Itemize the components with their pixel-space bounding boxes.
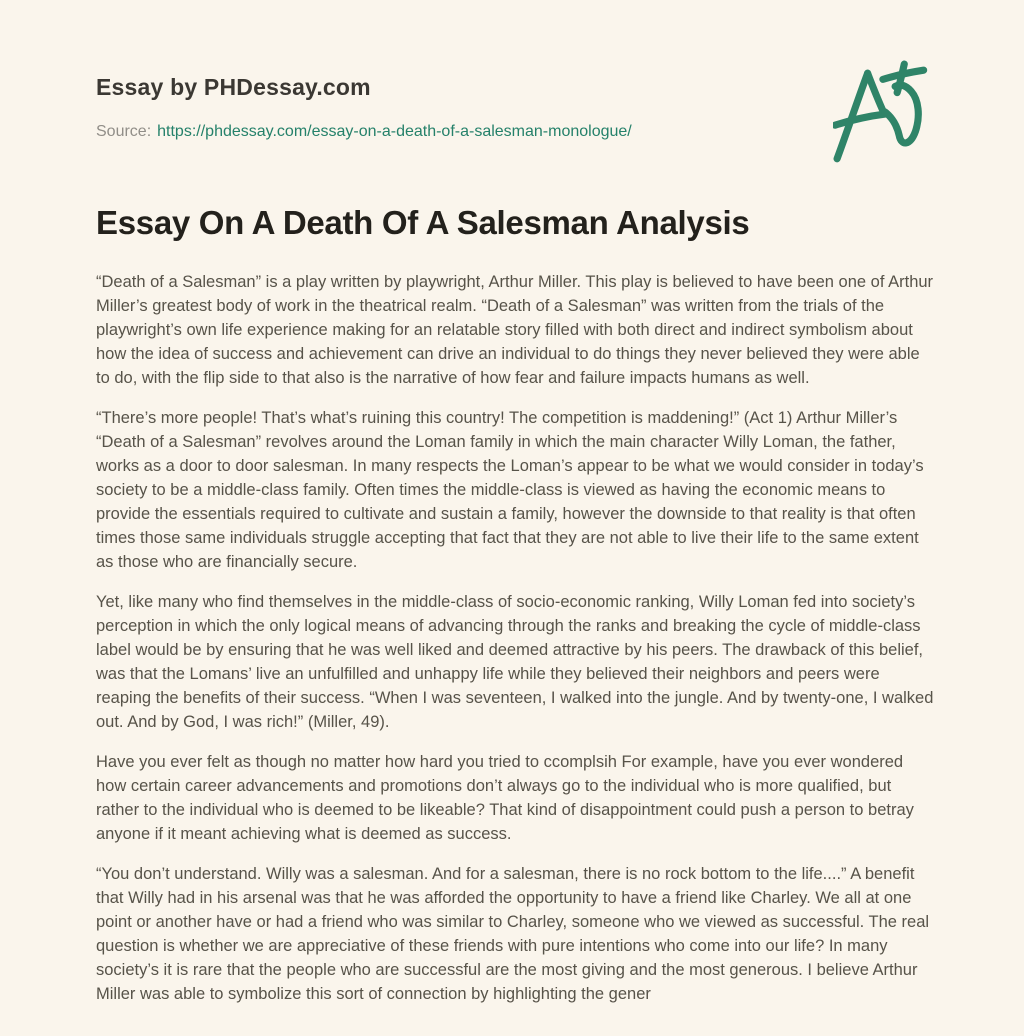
source-line [96,123,936,141]
source-link[interactable]: https://phdessay.com/essay-on-a-death-of-a-salesman-monologue/ [157,123,632,140]
source-label: Source: [96,123,152,140]
essay-title: Essay On A Death Of A Salesman Analysis [96,204,750,241]
essay-paragraph-1: “Death of a Salesman” is a play written by playwright, Arthur Miller. This play is believed to have been one of Arthur Miller’s greatest body of work in the theatrical realm. “Death of a Salesman” was written from the trials of the playwright’s own life experience making for an relatable story filled with both direct and indirect symbolism about how the idea of success and achievement can drive an individual to do things they never believed they were able to do, with the flip side to that also is the narrative of how fear and failure impacts humans as well. [96,273,934,387]
essay-paragraph-2: “There’s more people! That’s what’s ruining this country! The competition is maddening!” (Act 1) Arthur Miller’s “Death of a Salesman” revolves around the Loman family in which the main character Willy Loman, the father, works as a door to door salesman. In many respects the Loman’s appear to be what we would consider in today’s society to be a middle-class family. Often times the middle-class is viewed as having the economic means to provide the essentials required to cultivate and sustain a family, however the downside to that reality is that often times those same individuals struggle accepting that fact that they are not able to live their life to the same extent as those who are financially secure. [96,409,924,571]
essay-paragraph-5: “You don’t understand. Willy was a salesman. And for a salesman, there is no rock bottom to the life....” A benefit that Willy had in his arsenal was that he was afforded the opportunity to have a friend like Charley. We all at one point or another have or had a friend who was similar to Charley, someone who we viewed as successful. The real question is whether we are appreciative of these friends with pure intentions who come into our life? In many society’s it is rare that the people who are successful are the most giving and the most generous. I believe Arthur Miller was able to symbolize this sort of connection by highlighting the gener [96,865,930,1003]
essay-paragraph-3: Yet, like many who find themselves in the middle-class of socio-economic ranking, Willy Loman fed into society’s perception in which the only logical means of advancing through the ranks and breaking the cycle of middle-class label would be by ensuring that he was well liked and deemed attractive by his peers. The drawback of this belief, was that the Lomans’ live an unfulfilled and unhappy life while they believed their neighbors and peers were reaping the benefits of their success. “When I was seventeen, I walked into the jungle. And by twenty-one, I walked out. And by God, I was rich!” (Miller, 49). [96,593,934,731]
a-plus-logo-icon [833,60,945,172]
essay-body [96,270,936,1006]
essay-paragraph-4: Have you ever felt as though no matter how hard you tried to ccomplsih For example, have you ever wondered how certain career advancements and promotions don’t always go to the individual who is more qualified, but rather to the individual who is deemed to be likeable? That kind of disappointment could push a person to betray anyone if it meant achieving what is deemed as success. [96,753,914,843]
site-header-label: Essay by PHDessay.com [96,74,371,100]
